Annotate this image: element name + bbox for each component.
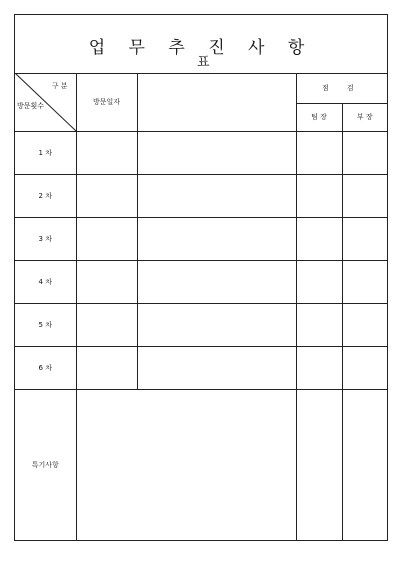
table-row: [15, 260, 387, 303]
row-label: 2 차: [15, 174, 76, 217]
notes-content-cell[interactable]: [76, 389, 296, 541]
table-row: [15, 174, 387, 217]
visit-date-cell[interactable]: [76, 303, 137, 346]
content-cell[interactable]: [137, 303, 296, 346]
work-record-table: [15, 73, 387, 541]
visit-date-cell[interactable]: [76, 217, 137, 260]
content-cell[interactable]: [137, 346, 296, 389]
document-sheet: [14, 14, 388, 541]
table-row: [15, 346, 387, 389]
category-label: 구 분: [51, 82, 68, 90]
department-head-sign-cell[interactable]: [342, 260, 387, 303]
document-title-suffix: 표: [197, 55, 210, 70]
visit-date-cell[interactable]: [76, 174, 137, 217]
table-row: [15, 217, 387, 260]
visit-date-cell[interactable]: [76, 131, 137, 174]
table-row: [15, 131, 387, 174]
notes-department-head-cell[interactable]: [342, 389, 387, 541]
team-leader-sign-cell[interactable]: [296, 174, 342, 217]
department-head-sign-cell[interactable]: [342, 217, 387, 260]
team-leader-header: 팀 장: [296, 103, 342, 131]
department-head-sign-cell[interactable]: [342, 303, 387, 346]
table-row: [15, 303, 387, 346]
title-area: [15, 15, 387, 74]
row-label: 4 차: [15, 260, 76, 303]
department-head-header: 부 장: [342, 103, 387, 131]
header-row-1: [15, 73, 387, 103]
content-cell[interactable]: [137, 260, 296, 303]
team-leader-sign-cell[interactable]: [296, 260, 342, 303]
visit-count-label: 방문횟수: [17, 101, 45, 110]
content-cell[interactable]: [137, 217, 296, 260]
notes-row: [15, 389, 387, 541]
row-label: 5 차: [15, 303, 76, 346]
row-label: 3 차: [15, 217, 76, 260]
content-cell[interactable]: [137, 174, 296, 217]
content-header-blank: [137, 73, 296, 131]
row-label: 1 차: [15, 131, 76, 174]
team-leader-sign-cell[interactable]: [296, 303, 342, 346]
document-title: 업 무 추 진 사 항: [88, 38, 314, 58]
department-head-sign-cell[interactable]: [342, 174, 387, 217]
team-leader-sign-cell[interactable]: [296, 131, 342, 174]
visit-date-cell[interactable]: [76, 260, 137, 303]
department-head-sign-cell[interactable]: [342, 346, 387, 389]
row-label: 6 차: [15, 346, 76, 389]
content-cell[interactable]: [137, 131, 296, 174]
header-diagonal-cell: [15, 73, 76, 131]
visit-date-header: 방문일자: [76, 73, 137, 131]
team-leader-sign-cell[interactable]: [296, 346, 342, 389]
team-leader-sign-cell[interactable]: [296, 217, 342, 260]
notes-team-leader-cell[interactable]: [296, 389, 342, 541]
inspection-header: 점 검: [296, 73, 387, 103]
department-head-sign-cell[interactable]: [342, 131, 387, 174]
notes-label: 특기사항: [15, 389, 76, 541]
visit-date-cell[interactable]: [76, 346, 137, 389]
